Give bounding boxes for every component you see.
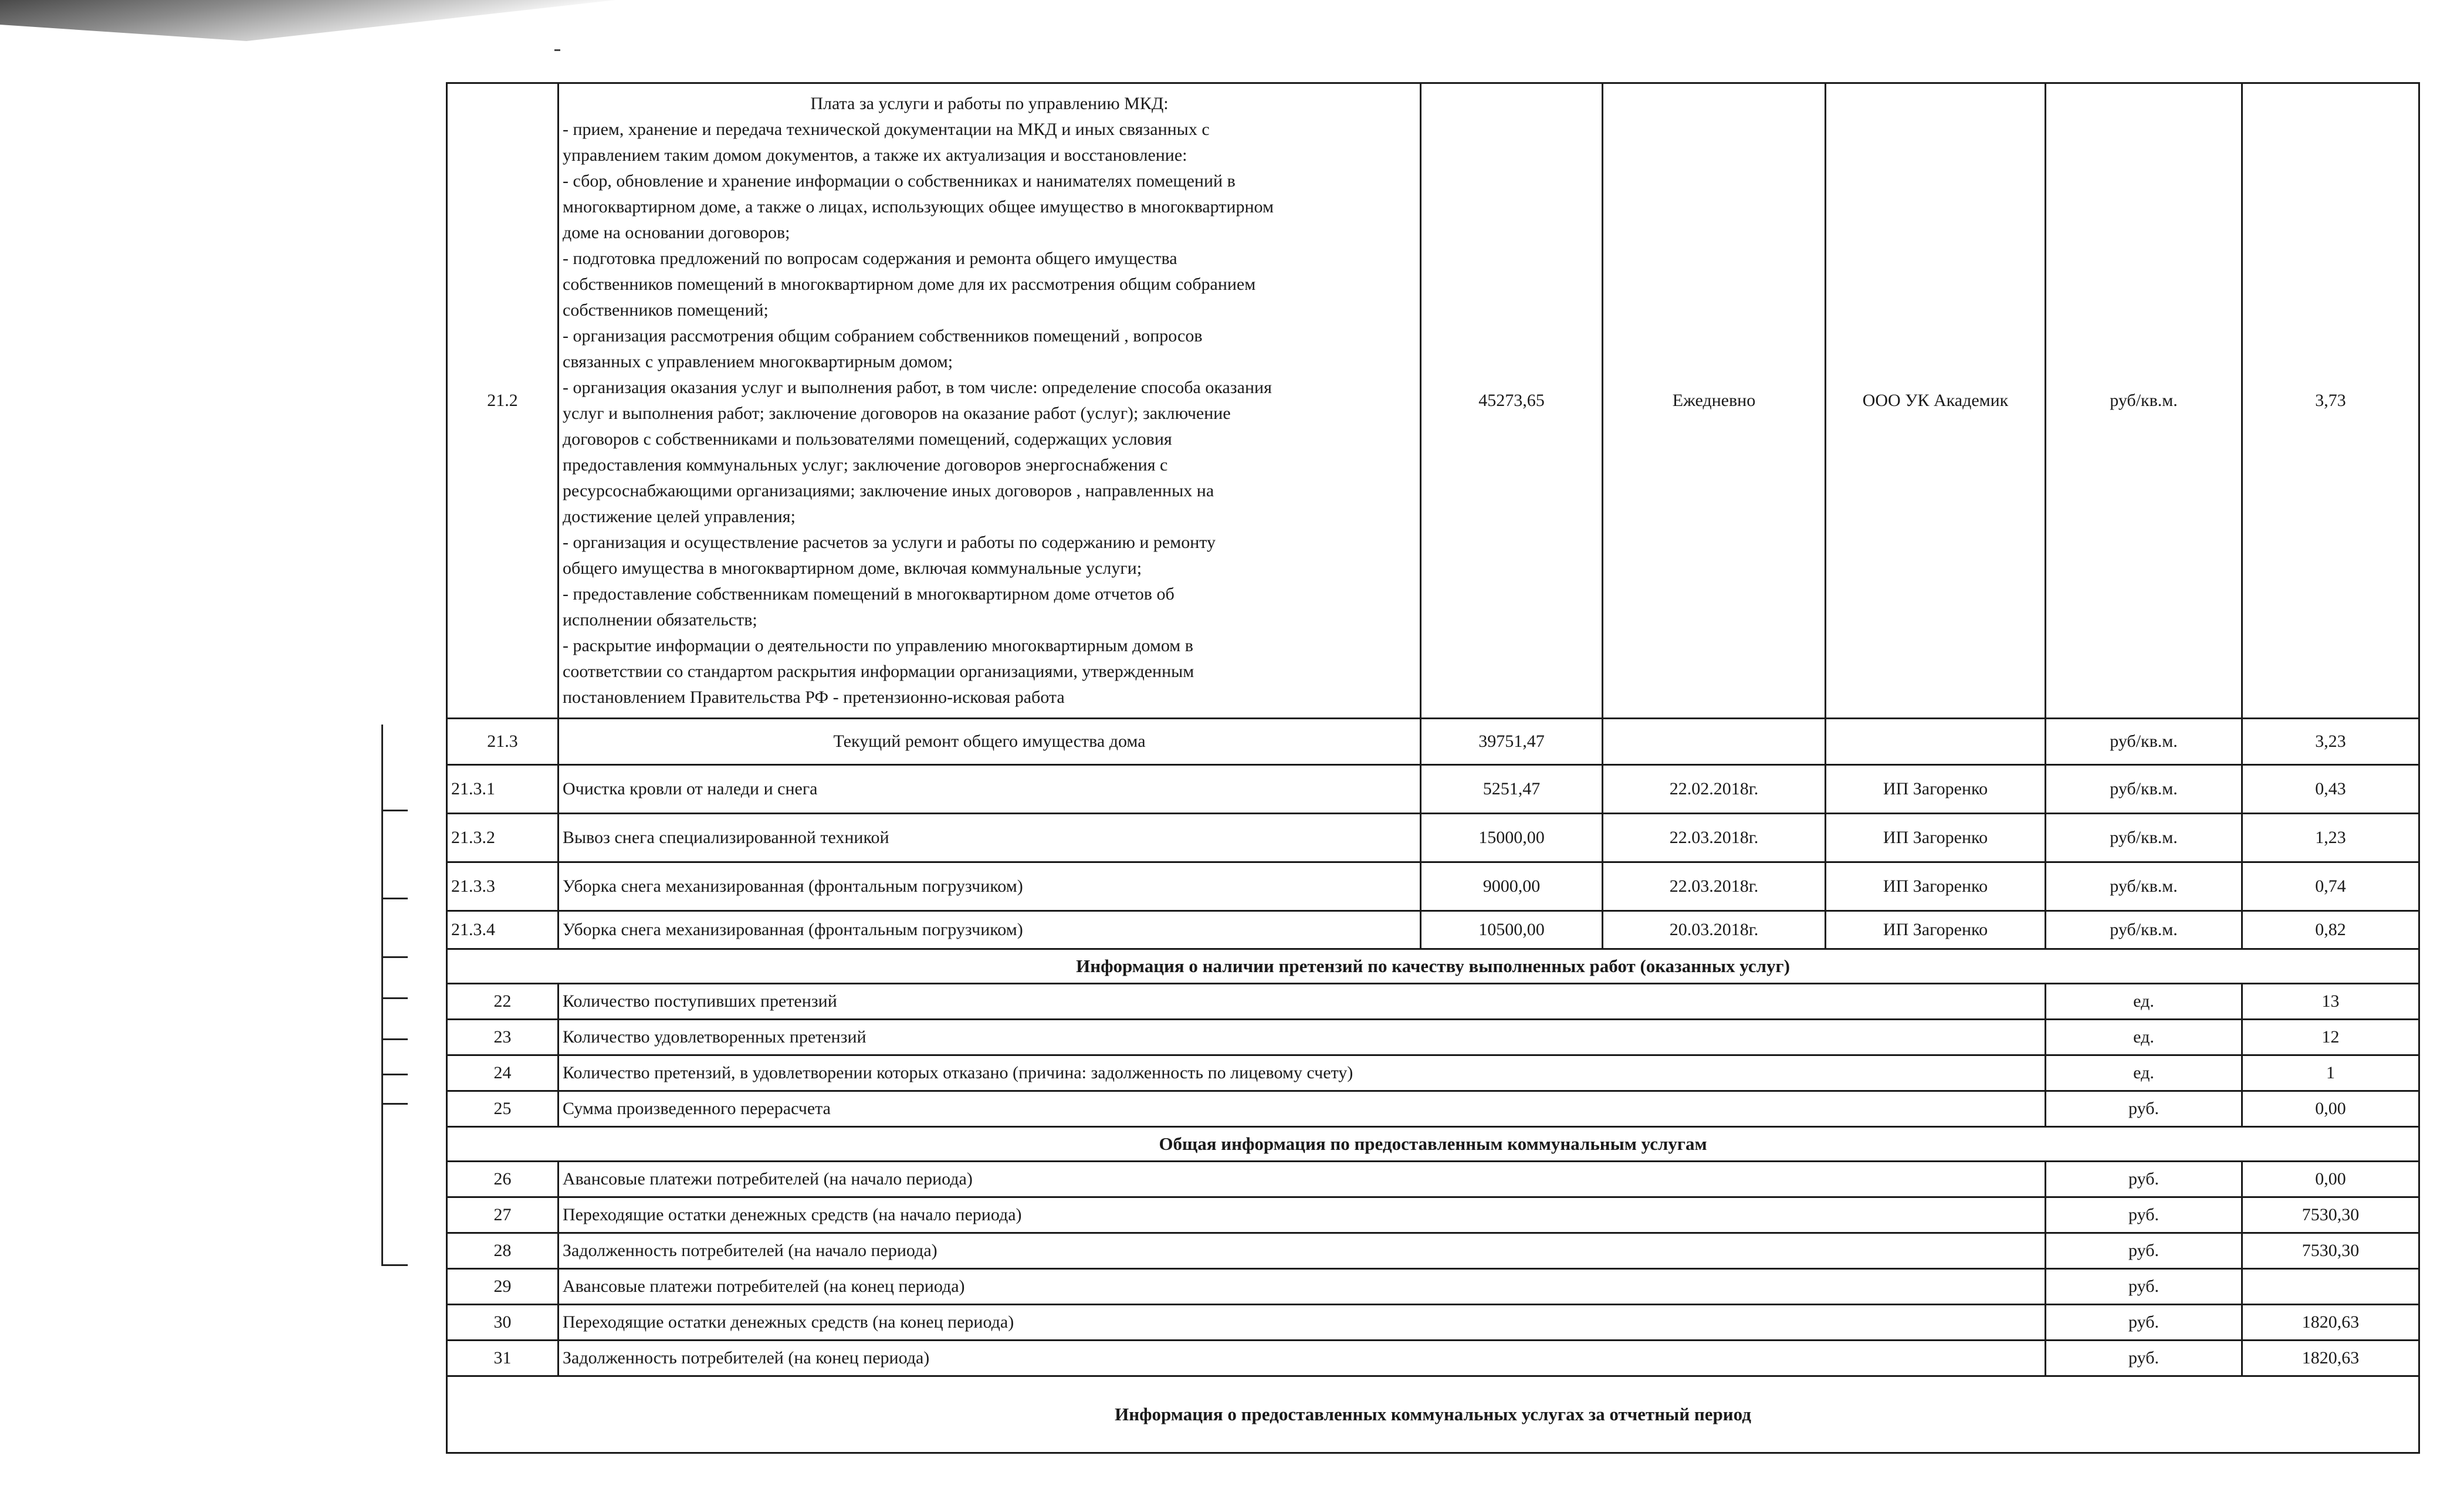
amount-cell: 39751,47 xyxy=(1421,719,1603,765)
value-cell: 1820,63 xyxy=(2242,1305,2419,1341)
amount-cell: 5251,47 xyxy=(1421,765,1603,814)
row-number: 26 xyxy=(447,1162,559,1197)
description-line: многоквартирном доме, а также о лицах, использующих общее имущество в многоквартирном xyxy=(563,197,1274,216)
unit-cell: руб/кв.м. xyxy=(2046,814,2242,862)
table-row xyxy=(447,911,2419,949)
section-title: Общая информация по предоставленным коммунальным услугам xyxy=(447,1127,2419,1162)
amount-cell: 15000,00 xyxy=(1421,814,1603,862)
row-number: 21.3 xyxy=(447,719,559,765)
table-row xyxy=(447,862,2419,911)
row-number: 21.3.2 xyxy=(447,814,559,862)
margin-tick xyxy=(381,956,408,958)
margin-rule xyxy=(381,725,383,1264)
row-description: Переходящие остатки денежных средств (на начало периода) xyxy=(559,1197,2046,1233)
row-description xyxy=(559,83,1421,719)
executor-cell: ИП Загоренко xyxy=(1826,862,2046,911)
rate-cell: 0,43 xyxy=(2242,765,2419,814)
row-description: Количество претензий, в удовлетворении которых отказано (причина: задолженность по лицевому счету) xyxy=(559,1055,2046,1091)
rate-cell: 3,73 xyxy=(2242,83,2419,719)
description-line: договоров с собственниками и пользователями помещений, содержащих условия xyxy=(563,429,1172,449)
description-line: постановлением Правительства РФ - претензионно-исковая работа xyxy=(563,688,1065,707)
description-line: собственников помещений в многоквартирном доме для их рассмотрения общим собранием xyxy=(563,275,1256,294)
description-line: - раскрытие информации о деятельности по управлению многоквартирным домом в xyxy=(563,636,1193,655)
row-description: Переходящие остатки денежных средств (на конец периода) xyxy=(559,1305,2046,1341)
unit-cell: ед. xyxy=(2046,1055,2242,1091)
table-row xyxy=(447,1055,2419,1091)
margin-tick xyxy=(381,1038,408,1040)
unit-cell: ед. xyxy=(2046,1020,2242,1055)
unit-cell: руб/кв.м. xyxy=(2046,862,2242,911)
row-description: Вывоз снега специализированной техникой xyxy=(559,814,1421,862)
description-line: собственников помещений; xyxy=(563,300,769,320)
executor-cell xyxy=(1826,719,2046,765)
unit-cell: руб. xyxy=(2046,1197,2242,1233)
description-line: - организация оказания услуг и выполнения работ, в том числе: определение способа оказания xyxy=(563,378,1272,397)
value-cell: 0,00 xyxy=(2242,1162,2419,1197)
date-cell: 20.03.2018г. xyxy=(1603,911,1826,949)
row-number: 31 xyxy=(447,1341,559,1376)
description-line: связанных с управлением многоквартирным домом; xyxy=(563,352,953,371)
value-cell: 0,00 xyxy=(2242,1091,2419,1127)
table-row xyxy=(447,1233,2419,1269)
unit-cell: руб. xyxy=(2046,1091,2242,1127)
table-row xyxy=(447,1197,2419,1233)
value-cell: 1 xyxy=(2242,1055,2419,1091)
executor-cell: ИП Загоренко xyxy=(1826,765,2046,814)
row-number: 21.3.3 xyxy=(447,862,559,911)
description-line: достижение целей управления; xyxy=(563,507,796,526)
date-cell: 22.03.2018г. xyxy=(1603,814,1826,862)
row-number: 27 xyxy=(447,1197,559,1233)
table-row xyxy=(447,1305,2419,1341)
unit-cell: руб. xyxy=(2046,1341,2242,1376)
section-header-claims xyxy=(447,949,2419,984)
row-description: Авансовые платежи потребителей (на начало периода) xyxy=(559,1162,2046,1197)
section-title: Информация о предоставленных коммунальных услугах за отчетный период xyxy=(447,1376,2419,1453)
description-line: - организация и осуществление расчетов за услуги и работы по содержанию и ремонту xyxy=(563,533,1216,552)
description-line: предоставления коммунальных услуг; заключение договоров энергоснабжения с xyxy=(563,455,1168,475)
row-number: 30 xyxy=(447,1305,559,1341)
rate-cell: 3,23 xyxy=(2242,719,2419,765)
executor-cell: ИП Загоренко xyxy=(1826,911,2046,949)
margin-tick xyxy=(381,997,408,999)
unit-cell: руб. xyxy=(2046,1162,2242,1197)
description-line: - организация рассмотрения общим собранием собственников помещений , вопросов xyxy=(563,326,1203,346)
row-number: 21.2 xyxy=(447,83,559,719)
description-line: - сбор, обновление и хранение информации о собственниках и нанимателях помещений в xyxy=(563,171,1236,191)
executor-cell: ООО УК Академик xyxy=(1826,83,2046,719)
row-description: Количество удовлетворенных претензий xyxy=(559,1020,2046,1055)
row-number: 29 xyxy=(447,1269,559,1305)
description-line: исполнении обязательств; xyxy=(563,610,757,629)
amount-cell: 10500,00 xyxy=(1421,911,1603,949)
rate-cell: 1,23 xyxy=(2242,814,2419,862)
margin-tick xyxy=(381,1103,408,1105)
value-cell: 7530,30 xyxy=(2242,1197,2419,1233)
row-description: Количество поступивших претензий xyxy=(559,984,2046,1020)
row-description: Очистка кровли от наледи и снега xyxy=(559,765,1421,814)
table-row xyxy=(447,1091,2419,1127)
period-cell: Ежедневно xyxy=(1603,83,1826,719)
unit-cell: руб/кв.м. xyxy=(2046,83,2242,719)
table-row xyxy=(447,765,2419,814)
margin-tick xyxy=(381,898,408,899)
table-row xyxy=(447,1162,2419,1197)
table-row xyxy=(447,1020,2419,1055)
description-line: общего имущества в многоквартирном доме, включая коммунальные услуги; xyxy=(563,559,1142,578)
margin-tick xyxy=(381,1264,408,1266)
unit-cell: руб/кв.м. xyxy=(2046,765,2242,814)
description-line: ресурсоснабжающими организациями; заключение иных договоров , направленных на xyxy=(563,481,1214,500)
executor-cell: ИП Загоренко xyxy=(1826,814,2046,862)
value-cell: 7530,30 xyxy=(2242,1233,2419,1269)
value-cell: 13 xyxy=(2242,984,2419,1020)
unit-cell: руб/кв.м. xyxy=(2046,911,2242,949)
margin-tick xyxy=(381,810,408,811)
section-title: Информация о наличии претензий по качеству выполненных работ (оказанных услуг) xyxy=(447,949,2419,984)
table-row-21-3 xyxy=(447,719,2419,765)
rate-cell: 0,82 xyxy=(2242,911,2419,949)
row-number: 21.3.1 xyxy=(447,765,559,814)
rate-cell: 0,74 xyxy=(2242,862,2419,911)
unit-cell: ед. xyxy=(2046,984,2242,1020)
row-description: Авансовые платежи потребителей (на конец периода) xyxy=(559,1269,2046,1305)
value-cell xyxy=(2242,1269,2419,1305)
row-number: 24 xyxy=(447,1055,559,1091)
section-header-utilities xyxy=(447,1127,2419,1162)
row-description: Текущий ремонт общего имущества дома xyxy=(559,719,1421,765)
unit-cell: руб. xyxy=(2046,1269,2242,1305)
amount-cell: 45273,65 xyxy=(1421,83,1603,719)
scan-mark xyxy=(554,49,560,51)
description-line: - подготовка предложений по вопросам содержания и ремонта общего имущества xyxy=(563,249,1177,268)
report-table xyxy=(446,82,2420,1454)
description-line: услуг и выполнения работ; заключение договоров на оказание работ (услуг); заключение xyxy=(563,404,1231,423)
unit-cell: руб. xyxy=(2046,1233,2242,1269)
table-row xyxy=(447,984,2419,1020)
value-cell: 12 xyxy=(2242,1020,2419,1055)
margin-tick xyxy=(381,1074,408,1075)
date-cell: 22.03.2018г. xyxy=(1603,862,1826,911)
period-cell xyxy=(1603,719,1826,765)
row-description: Задолженность потребителей (на начало периода) xyxy=(559,1233,2046,1269)
description-line: - прием, хранение и передача технической документации на МКД и иных связанных с xyxy=(563,120,1210,139)
row-number: 28 xyxy=(447,1233,559,1269)
description-line: - предоставление собственникам помещений в многоквартирном доме отчетов об xyxy=(563,584,1175,604)
scan-edge-shadow xyxy=(0,0,616,41)
description-title: Плата за услуги и работы по управлению МКД: xyxy=(810,94,1169,113)
description-line: управлением таким домом документов, а также их актуализация и восстановление: xyxy=(563,145,1187,165)
unit-cell: руб/кв.м. xyxy=(2046,719,2242,765)
value-cell: 1820,63 xyxy=(2242,1341,2419,1376)
row-description: Сумма произведенного перерасчета xyxy=(559,1091,2046,1127)
row-description: Уборка снега механизированная (фронтальным погрузчиком) xyxy=(559,911,1421,949)
table-row xyxy=(447,814,2419,862)
table-row xyxy=(447,1269,2419,1305)
description-line: соответствии со стандартом раскрытия информации организациями, утвержденным xyxy=(563,662,1194,681)
table-row xyxy=(447,1341,2419,1376)
unit-cell: руб. xyxy=(2046,1305,2242,1341)
row-number: 25 xyxy=(447,1091,559,1127)
description-line: доме на основании договоров; xyxy=(563,223,790,242)
row-description: Задолженность потребителей (на конец периода) xyxy=(559,1341,2046,1376)
date-cell: 22.02.2018г. xyxy=(1603,765,1826,814)
row-number: 23 xyxy=(447,1020,559,1055)
section-header-footer xyxy=(447,1376,2419,1453)
amount-cell: 9000,00 xyxy=(1421,862,1603,911)
table-row-21-2 xyxy=(447,83,2419,719)
row-description: Уборка снега механизированная (фронтальным погрузчиком) xyxy=(559,862,1421,911)
row-number: 21.3.4 xyxy=(447,911,559,949)
row-number: 22 xyxy=(447,984,559,1020)
